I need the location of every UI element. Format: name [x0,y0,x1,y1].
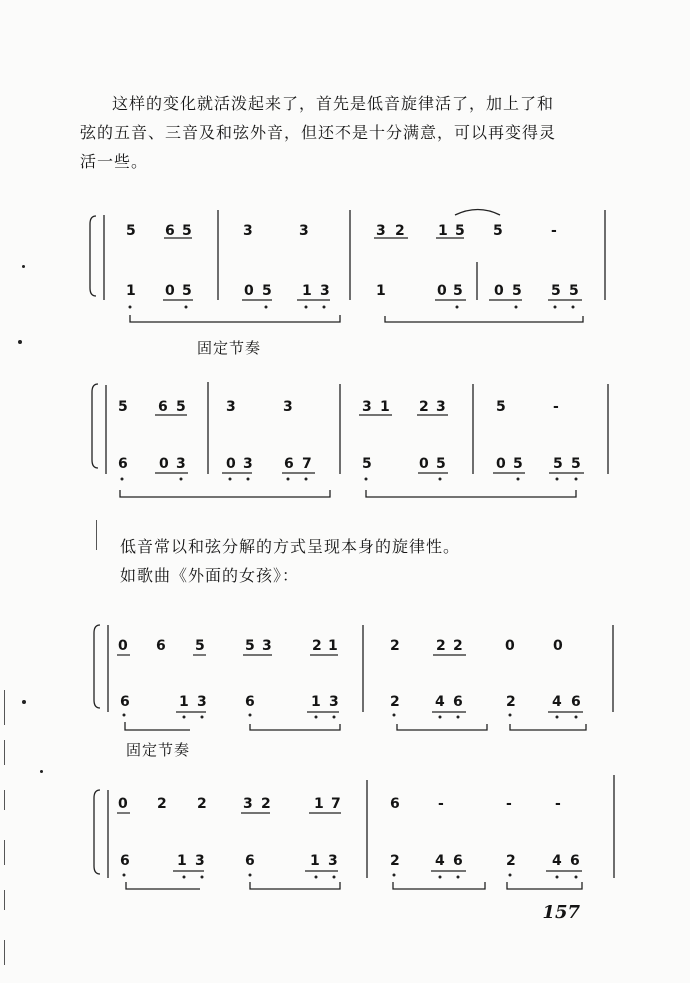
note: 6 [570,853,580,869]
note: 1 [126,283,136,299]
fixed-rhythm-label: 固定节奏 [126,741,191,759]
para1-line2: 弦的五音、三音及和弦外音，但还不是十分满意，可以再变得灵 [80,123,557,142]
note: 2 [506,694,516,710]
page-number: 157 [542,902,580,923]
note: 3 [226,399,236,415]
scan-speck [22,700,26,704]
note: 0 [496,456,506,472]
note: 3 [243,223,253,239]
note: 5 [496,399,506,415]
note: 2 [453,638,463,654]
scan-edge-line [4,940,5,965]
note: - [555,796,561,812]
note: 5 [551,283,561,299]
note: 0 [118,796,128,812]
scan-edge-line [96,520,97,550]
note: 6 [571,694,581,710]
note: 4 [435,853,445,869]
scan-speck [18,340,22,344]
note: 6 [245,694,255,710]
note: 5 [262,283,272,299]
note: 5 [245,638,255,654]
note: 6 [120,694,130,710]
note: 5 [118,399,128,415]
note: 7 [331,796,341,812]
note: 6 [118,456,128,472]
note: 3 [176,456,186,472]
note: 4 [435,694,445,710]
note: 2 [506,853,516,869]
note: 7 [302,456,312,472]
note: 4 [552,694,562,710]
note: 2 [157,796,167,812]
note: 0 [226,456,236,472]
note: 6 [165,223,175,239]
para2-line1: 低音常以和弦分解的方式呈现本身的旋律性。 [120,537,461,556]
note: 5 [182,283,192,299]
note: 1 [310,853,320,869]
note: 0 [437,283,447,299]
note: 3 [262,638,272,654]
note: 1 [376,283,386,299]
note: 4 [552,853,562,869]
note: 5 [553,456,563,472]
note: 0 [505,638,515,654]
note: 1 [380,399,390,415]
note: 0 [244,283,254,299]
note: 3 [328,853,338,869]
note: 5 [436,456,446,472]
note: 5 [362,456,372,472]
note: 3 [283,399,293,415]
note: 5 [455,223,465,239]
note: 6 [284,456,294,472]
note: 2 [395,223,405,239]
note: 5 [571,456,581,472]
note: - [551,223,557,239]
scan-edge-line [4,740,5,765]
note: 3 [362,399,372,415]
note: 1 [311,694,321,710]
note: 5 [453,283,463,299]
note: 1 [179,694,189,710]
note: 3 [299,223,309,239]
note: 5 [126,223,136,239]
note: 6 [156,638,166,654]
para1-line1: 这样的变化就活泼起来了，首先是低音旋律活了，加上了和 [112,94,555,113]
note: 5 [569,283,579,299]
note: 5 [195,638,205,654]
note: 3 [320,283,330,299]
note: - [553,399,559,415]
note: 6 [245,853,255,869]
note: 2 [390,638,400,654]
paragraph-2 [120,532,680,590]
scan-edge-line [4,890,5,910]
scan-speck [22,265,25,268]
note: 2 [419,399,429,415]
scan-edge-line [4,690,5,725]
note: 3 [376,223,386,239]
note: 5 [176,399,186,415]
para1-line3: 活一些。 [80,152,149,171]
note: 0 [553,638,563,654]
note: - [438,796,444,812]
note: 6 [453,853,463,869]
note: 2 [197,796,207,812]
note: 0 [118,638,128,654]
note: 6 [158,399,168,415]
scan-speck [40,770,43,773]
note: 3 [195,853,205,869]
note: 5 [182,223,192,239]
note: 1 [302,283,312,299]
note: 3 [243,456,253,472]
note: 0 [165,283,175,299]
note: 1 [314,796,324,812]
scan-edge-line [4,840,5,865]
note: 2 [436,638,446,654]
note: 2 [261,796,271,812]
note: 3 [436,399,446,415]
scan-edge-line [4,790,5,810]
note: 6 [453,694,463,710]
note: 3 [243,796,253,812]
note: 1 [177,853,187,869]
fixed-rhythm-label: 固定节奏 [197,339,262,357]
note: 2 [390,694,400,710]
note: 5 [513,456,523,472]
note: 3 [197,694,207,710]
para2-line2: 如歌曲《外面的女孩》： [120,566,300,585]
note: 3 [329,694,339,710]
note: 0 [419,456,429,472]
note: 6 [390,796,400,812]
note: 0 [494,283,504,299]
note: 0 [159,456,169,472]
note: - [506,796,512,812]
note: 1 [328,638,338,654]
note: 1 [438,223,448,239]
note: 5 [512,283,522,299]
note: 5 [493,223,503,239]
note: 2 [390,853,400,869]
note: 2 [312,638,322,654]
note: 6 [120,853,130,869]
